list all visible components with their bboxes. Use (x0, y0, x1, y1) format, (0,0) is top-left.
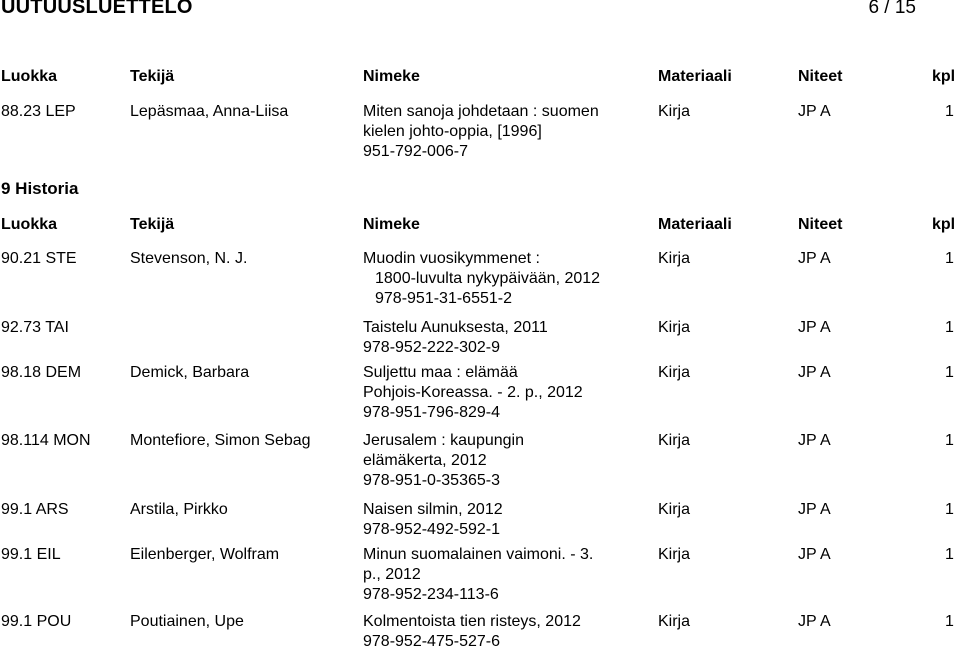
col-header-material: Materiaali (658, 216, 732, 233)
page-number: 6 / 15 (868, 0, 916, 18)
title-line: 1800-luvulta nykypäivään, 2012 (375, 270, 601, 287)
row-author: Demick, Barbara (130, 364, 250, 381)
row-qty: 1 (945, 250, 954, 267)
col-header-qty: kpl (932, 216, 956, 233)
row-notes: JP A (798, 103, 831, 120)
isbn: 951-792-006-7 (363, 143, 468, 160)
row-title (363, 500, 643, 540)
isbn: 978-951-31-6551-2 (375, 290, 512, 307)
row-material: Kirja (658, 319, 691, 336)
row-class: 98.114 MON (1, 432, 91, 449)
row-title (363, 249, 643, 309)
row-author: Poutiainen, Upe (130, 613, 244, 630)
row-notes: JP A (798, 546, 831, 563)
col-header-title: Nimeke (363, 68, 420, 85)
row-class: 99.1 EIL (1, 546, 61, 563)
title-line: p., 2012 (363, 566, 421, 583)
row-title (363, 318, 643, 358)
col-header-title: Nimeke (363, 216, 420, 233)
title-line: Minun suomalainen vaimoni. - 3. (363, 546, 594, 563)
col-header-material: Materiaali (658, 68, 732, 85)
title-line: kielen johto-oppia, [1996] (363, 123, 542, 140)
isbn: 978-952-492-592-1 (363, 521, 500, 538)
row-title (363, 612, 643, 652)
col-header-author: Tekijä (130, 68, 175, 85)
row-qty: 1 (945, 501, 954, 518)
row-author: Montefiore, Simon Sebag (130, 432, 311, 449)
title-line: Kolmentoista tien risteys, 2012 (363, 613, 581, 630)
row-qty: 1 (945, 432, 954, 449)
title-line: Pohjois-Koreassa. - 2. p., 2012 (363, 384, 583, 401)
row-class: 88.23 LEP (1, 103, 76, 120)
isbn: 978-952-234-113-6 (363, 586, 499, 603)
row-class: 99.1 ARS (1, 501, 69, 518)
row-material: Kirja (658, 501, 691, 518)
col-header-class: Luokka (1, 216, 58, 233)
row-author: Lepäsmaa, Anna-Liisa (130, 103, 289, 120)
row-class: 99.1 POU (1, 613, 72, 630)
col-header-qty: kpl (932, 68, 956, 85)
row-material: Kirja (658, 103, 691, 120)
row-qty: 1 (945, 103, 954, 120)
title-line: Muodin vuosikymmenet : (363, 250, 540, 267)
title-line: elämäkerta, 2012 (363, 452, 487, 469)
row-qty: 1 (945, 613, 954, 630)
row-notes: JP A (798, 364, 831, 381)
page-title: UUTUUSLUETTELO (1, 0, 193, 18)
row-author: Eilenberger, Wolfram (130, 546, 280, 563)
row-qty: 1 (945, 319, 954, 336)
row-class: 90.21 STE (1, 250, 77, 267)
row-qty: 1 (945, 364, 954, 381)
row-title (363, 363, 643, 423)
row-material: Kirja (658, 613, 691, 630)
col-header-notes: Niteet (798, 216, 843, 233)
section-heading: 9 Historia (1, 179, 79, 198)
row-notes: JP A (798, 432, 831, 449)
isbn: 978-951-0-35365-3 (363, 472, 500, 489)
row-notes: JP A (798, 319, 831, 336)
row-title (363, 431, 643, 491)
title-line: Suljettu maa : elämää (363, 364, 518, 381)
row-notes: JP A (798, 613, 831, 630)
isbn: 978-952-222-302-9 (363, 339, 500, 356)
row-qty: 1 (945, 546, 954, 563)
row-author: Arstila, Pirkko (130, 501, 228, 518)
row-material: Kirja (658, 250, 691, 267)
row-notes: JP A (798, 250, 831, 267)
col-header-notes: Niteet (798, 68, 843, 85)
row-material: Kirja (658, 364, 691, 381)
title-line: Miten sanoja johdetaan : suomen (363, 103, 599, 120)
row-class: 92.73 TAI (1, 319, 69, 336)
title-line: Naisen silmin, 2012 (363, 501, 503, 518)
isbn: 978-951-796-829-4 (363, 404, 500, 421)
col-header-class: Luokka (1, 68, 58, 85)
title-line: Jerusalem : kaupungin (363, 432, 524, 449)
row-notes: JP A (798, 501, 831, 518)
title-line: Taistelu Aunuksesta, 2011 (363, 319, 548, 336)
row-author: Stevenson, N. J. (130, 250, 248, 267)
isbn: 978-952-475-527-6 (363, 633, 500, 650)
row-material: Kirja (658, 432, 691, 449)
row-title (363, 545, 643, 605)
row-material: Kirja (658, 546, 691, 563)
row-title (363, 102, 643, 162)
col-header-author: Tekijä (130, 216, 175, 233)
row-class: 98.18 DEM (1, 364, 82, 381)
